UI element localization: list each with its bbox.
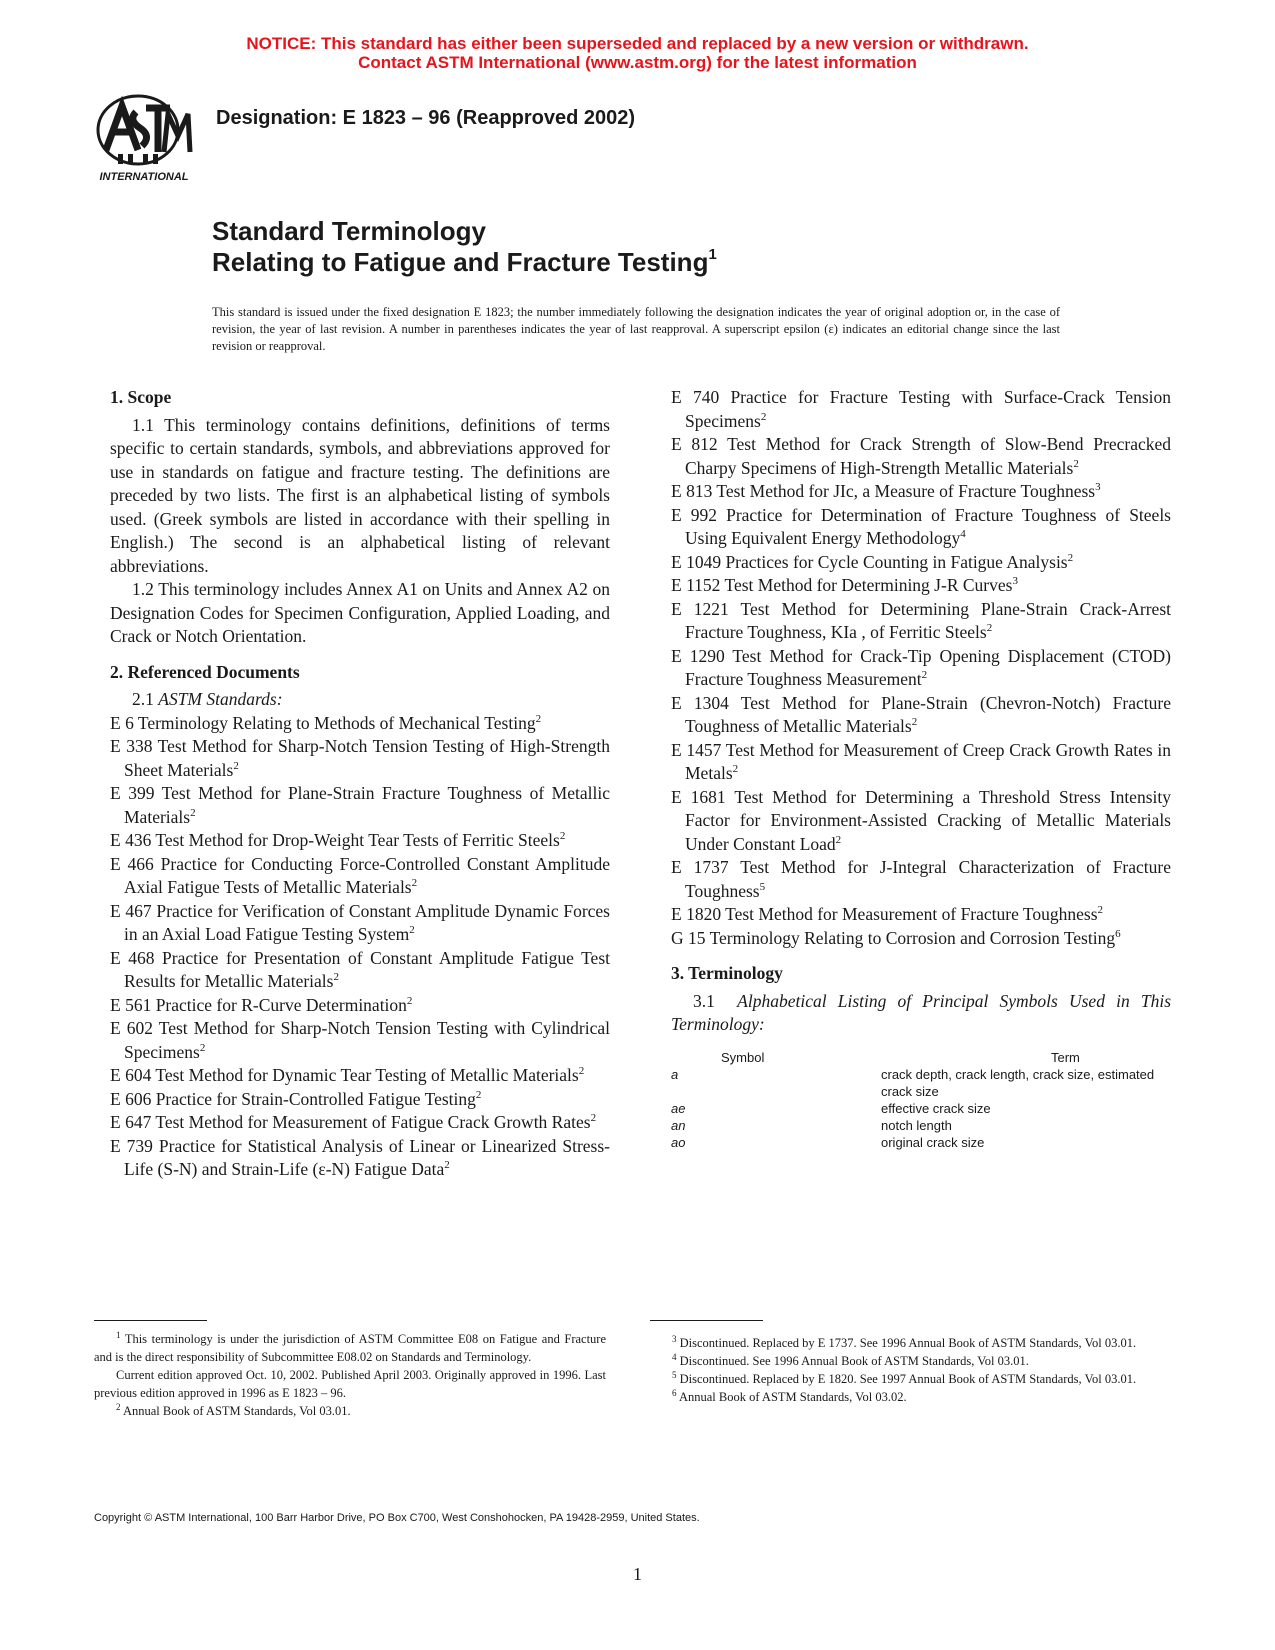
reference-footnote-mark[interactable]: 2	[590, 1112, 597, 1125]
reference-footnote-mark[interactable]: 2	[1097, 904, 1104, 917]
reference-text: E 739 Practice for Statistical Analysis of Linear or Linearized Stress-Life (S-N) and Strain-Life (ε-N) Fatigue Data	[110, 1135, 610, 1179]
reference-footnote-mark[interactable]: 2	[578, 1065, 585, 1078]
reference-footnote-mark[interactable]: 3	[1012, 575, 1018, 588]
term-cell: original crack size	[881, 1134, 985, 1150]
footnote-text: This terminology is under the jurisdiction of ASTM Committee E08 on Fatigue and Fracture and is the direct responsibility of Subcommittee E08.02 on Standards and Terminology.	[94, 1332, 607, 1364]
astm-standards-num: 2.1	[132, 689, 154, 709]
footnote	[650, 1334, 1162, 1352]
symbol-cell: ae	[671, 1100, 686, 1116]
reference-text: E 468 Practice for Presentation of Constant Amplitude Fatigue Test Results for Metallic Materials	[110, 947, 610, 991]
symbol-row	[671, 1117, 1181, 1134]
footnote-text: Discontinued. See 1996 Annual Book of ASTM Standards, Vol 03.01.	[679, 1354, 1029, 1368]
footnote-text: Current edition approved Oct. 10, 2002. Published April 2003. Originally approved in 1996. Last previous edition approved in 1996 as E 1823 – 96.	[94, 1368, 606, 1400]
reference-item	[110, 829, 610, 853]
reference-item	[110, 1017, 610, 1064]
term-cell: effective crack size	[881, 1100, 991, 1116]
reference-text: E 602 Test Method for Sharp-Notch Tension Testing with Cylindrical Specimens	[110, 1018, 610, 1062]
term-cell: crack depth, crack length, crack size, estimated crack size	[881, 1066, 1155, 1099]
reference-text: E 1049 Practices for Cycle Counting in Fatigue Analysis	[671, 551, 1068, 572]
reference-item	[671, 692, 1171, 739]
symbol-row	[671, 1134, 1181, 1151]
section-scope-heading: 1. Scope	[110, 387, 172, 407]
section-terminology-heading: 3. Terminology	[671, 963, 783, 983]
footnote-rule-right	[650, 1320, 763, 1321]
designation: Designation: E 1823 – 96 (Reapproved 2002)	[216, 107, 636, 129]
reference-item	[671, 927, 1171, 951]
reference-footnote-mark[interactable]: 2	[409, 924, 415, 937]
footnote	[650, 1370, 1162, 1388]
reference-item	[671, 574, 1171, 598]
footnote-text: Discontinued. Replaced by E 1737. See 1996 Annual Book of ASTM Standards, Vol 03.01.	[679, 1336, 1137, 1350]
reference-text: E 812 Test Method for Crack Strength of Slow-Bend Precracked Charpy Specimens of High-Strength Metallic Materials	[671, 434, 1171, 478]
reference-item	[110, 900, 610, 947]
title-line-1: Standard Terminology	[212, 216, 486, 246]
footnote-mark: 2	[116, 1401, 121, 1412]
reference-footnote-mark[interactable]: 5	[759, 880, 766, 893]
reference-item	[671, 386, 1171, 433]
reference-text: E 561 Practice for R-Curve Determination	[110, 994, 407, 1015]
symbol-cell: ao	[671, 1134, 686, 1150]
symbol-row	[671, 1066, 1181, 1100]
reference-footnote-mark[interactable]: 2	[911, 716, 918, 729]
reference-footnote-mark[interactable]: 2	[760, 410, 767, 423]
symbols-sub-label: Alphabetical Listing of Principal Symbols Used in This Terminology:	[671, 990, 1172, 1034]
reference-text: E 6 Terminology Relating to Methods of Mechanical Testing	[110, 712, 536, 733]
symbol-cell: a	[671, 1066, 679, 1082]
astm-standards-label: ASTM Standards:	[158, 689, 283, 709]
reference-text: E 740 Practice for Fracture Testing with Surface-Crack Tension Specimens	[671, 387, 1171, 431]
footnote-text: Discontinued. Replaced by E 1820. See 1997 Annual Book of ASTM Standards, Vol 03.01.	[679, 1372, 1137, 1386]
reference-footnote-mark[interactable]: 2	[333, 971, 339, 984]
symbol-column-header: Symbol	[721, 1049, 765, 1065]
footnote-text: Annual Book of ASTM Standards, Vol 03.01.	[122, 1404, 351, 1418]
reference-text: E 466 Practice for Conducting Force-Controlled Constant Amplitude Axial Fatigue Tests of Metallic Materials	[110, 853, 610, 897]
section-referenced-heading: 2. Referenced Documents	[110, 661, 300, 682]
footnote-mark: 5	[672, 1369, 677, 1380]
footnote-mark: 3	[672, 1333, 677, 1344]
reference-footnote-mark[interactable]: 2	[535, 712, 542, 725]
notice-line-2: Contact ASTM International (www.astm.org) for the latest information	[358, 53, 917, 72]
reference-footnote-mark[interactable]: 2	[732, 763, 739, 776]
reference-text: E 1681 Test Method for Determining a Threshold Stress Intensity Factor for Environment-Assisted Cracking of Metallic Materials Under Constant Load	[671, 786, 1171, 854]
reference-text: E 1737 Test Method for J-Integral Characterization of Fracture Toughness	[671, 857, 1171, 901]
reference-footnote-mark[interactable]: 6	[1115, 927, 1121, 940]
footnote	[94, 1402, 606, 1420]
symbol-table	[671, 1049, 1181, 1151]
reference-text: E 992 Practice for Determination of Fracture Toughness of Steels Using Equivalent Energy Methodology	[671, 504, 1171, 548]
reference-text: E 1221 Test Method for Determining Plane-Strain Crack-Arrest Fracture Toughness, KIa , of Ferritic Steels	[671, 598, 1171, 642]
reference-footnote-mark[interactable]: 2	[233, 759, 239, 772]
footnote-text: Annual Book of ASTM Standards, Vol 03.02.	[678, 1390, 907, 1404]
logo-text: INTERNATIONAL	[99, 171, 189, 183]
reference-footnote-mark[interactable]: 2	[406, 994, 413, 1007]
title-line-2-text: Relating to Fatigue and Fracture Testing	[212, 247, 709, 277]
scope-paragraph-2: 1.2 This terminology includes Annex A1 on Units and Annex A2 on Designation Codes for Specimen Configuration, Applied Loading, and Crack or Notch Orientation.	[110, 579, 610, 646]
astm-logo-icon	[88, 92, 200, 184]
footnote	[650, 1388, 1162, 1406]
reference-item	[671, 786, 1171, 857]
astm-standards-subheading	[110, 688, 610, 712]
reference-item	[110, 1111, 610, 1135]
footnote	[94, 1330, 606, 1366]
reference-item	[110, 994, 610, 1018]
reference-text: E 399 Test Method for Plane-Strain Fracture Toughness of Metallic Materials	[110, 783, 610, 827]
footnotes-left	[94, 1330, 606, 1420]
title-footnote-mark[interactable]: 1	[708, 246, 717, 263]
reference-footnote-mark[interactable]: 2	[475, 1088, 482, 1101]
reference-item	[671, 480, 1171, 504]
copyright: Copyright © ASTM International, 100 Barr Harbor Drive, PO Box C700, West Conshohocken, PA 19428-2959, United States.	[94, 1512, 700, 1524]
title-line-2	[212, 247, 717, 278]
reference-footnote-mark[interactable]: 2	[559, 830, 566, 843]
footnote	[650, 1352, 1162, 1370]
reference-item	[671, 504, 1171, 551]
reference-text: E 604 Test Method for Dynamic Tear Testing of Metallic Materials	[110, 1065, 579, 1085]
reference-item	[671, 856, 1171, 903]
reference-item	[110, 782, 610, 829]
left-column	[110, 386, 610, 1182]
reference-text: E 1290 Test Method for Crack-Tip Opening Displacement (CTOD) Fracture Toughness Measurement	[671, 645, 1171, 689]
reference-footnote-mark[interactable]: 2	[835, 833, 842, 846]
symbols-sub-num: 3.1	[693, 990, 715, 1011]
notice-line-1: NOTICE: This standard has either been superseded and replaced by a new version or withdrawn.	[246, 34, 1029, 53]
term-cell: notch length	[881, 1117, 952, 1133]
reference-item	[671, 433, 1171, 480]
reference-footnote-mark[interactable]: 2	[444, 1159, 450, 1172]
footnote-mark: 1	[116, 1329, 121, 1340]
reference-footnote-mark[interactable]: 2	[190, 806, 196, 819]
reference-footnote-mark[interactable]: 2	[1073, 457, 1079, 470]
footnotes-right	[650, 1334, 1162, 1406]
reference-footnote-mark[interactable]: 2	[199, 1041, 206, 1054]
reference-text: E 647 Test Method for Measurement of Fatigue Crack Growth Rates	[110, 1112, 591, 1132]
reference-item	[110, 1135, 610, 1182]
reference-text: E 1820 Test Method for Measurement of Fracture Toughness	[671, 904, 1098, 924]
page-number: 1	[633, 1564, 642, 1584]
page-title	[212, 216, 717, 278]
reference-text: G 15 Terminology Relating to Corrosion and Corrosion Testing	[671, 927, 1116, 948]
footnote-mark: 4	[672, 1351, 677, 1362]
reference-item	[671, 598, 1171, 645]
left-reference-list	[110, 712, 610, 1182]
reference-footnote-mark[interactable]: 4	[960, 528, 966, 541]
reference-text: E 338 Test Method for Sharp-Notch Tension Testing of High-Strength Sheet Materials	[110, 736, 610, 780]
reference-text: E 1304 Test Method for Plane-Strain (Chevron-Notch) Fracture Toughness of Metallic Materials	[671, 692, 1171, 736]
reference-footnote-mark[interactable]: 3	[1095, 481, 1101, 494]
symbols-subheading	[671, 990, 1171, 1037]
reference-item	[671, 645, 1171, 692]
reference-item	[110, 853, 610, 900]
right-reference-list	[671, 386, 1171, 950]
reference-text: E 606 Practice for Strain-Controlled Fatigue Testing	[110, 1088, 476, 1109]
reference-item	[110, 947, 610, 994]
reference-footnote-mark[interactable]: 2	[921, 669, 928, 682]
symbol-row	[671, 1100, 1181, 1117]
reference-item	[110, 735, 610, 782]
reference-item	[671, 551, 1171, 575]
right-column	[671, 386, 1171, 1151]
reference-footnote-mark[interactable]: 2	[411, 877, 418, 890]
reference-text: E 467 Practice for Verification of Constant Amplitude Dynamic Forces in an Axial Load Fatigue Testing System	[110, 900, 610, 944]
term-column-header: Term	[1051, 1049, 1080, 1065]
astm-logo	[88, 92, 200, 184]
footnote	[94, 1366, 606, 1402]
reference-footnote-mark[interactable]: 2	[1067, 551, 1074, 564]
reference-item	[671, 903, 1171, 927]
symbol-cell: an	[671, 1117, 686, 1133]
reference-text: E 436 Test Method for Drop-Weight Tear Tests of Ferritic Steels	[110, 830, 560, 850]
reference-item	[671, 739, 1171, 786]
reference-item	[110, 712, 610, 736]
reference-item	[110, 1088, 610, 1112]
reference-text: E 1457 Test Method for Measurement of Creep Crack Growth Rates in Metals	[671, 739, 1171, 783]
footnote-rule-left	[94, 1320, 207, 1321]
supersede-notice	[0, 34, 1275, 72]
scope-paragraph-1: 1.1 This terminology contains definitions, definitions of terms specific to certain standards, symbols, and abbreviations approved for use in standards on fatigue and fracture testing. The definitions are preceded by two lists. The first is an alphabetical listing of symbols used. (Greek symbols are listed in accordance with their spelling in English.) The second is an alphabetical listing of relevant abbreviations.	[110, 414, 610, 576]
issue-note: This standard is issued under the fixed designation E 1823; the number immediately following the designation indicates the year of original adoption or, in the case of revision, the year of last revision. A number in parentheses indicates the year of last reapproval. A superscript epsilon (ε) indicates an editorial change since the last revision or reapproval.	[212, 305, 1060, 353]
reference-item	[110, 1064, 610, 1088]
reference-text: E 813 Test Method for JIc, a Measure of Fracture Toughness	[671, 481, 1096, 501]
reference-footnote-mark[interactable]: 2	[986, 622, 993, 635]
footnote-mark: 6	[672, 1387, 677, 1398]
reference-text: E 1152 Test Method for Determining J-R Curves	[671, 575, 1013, 595]
